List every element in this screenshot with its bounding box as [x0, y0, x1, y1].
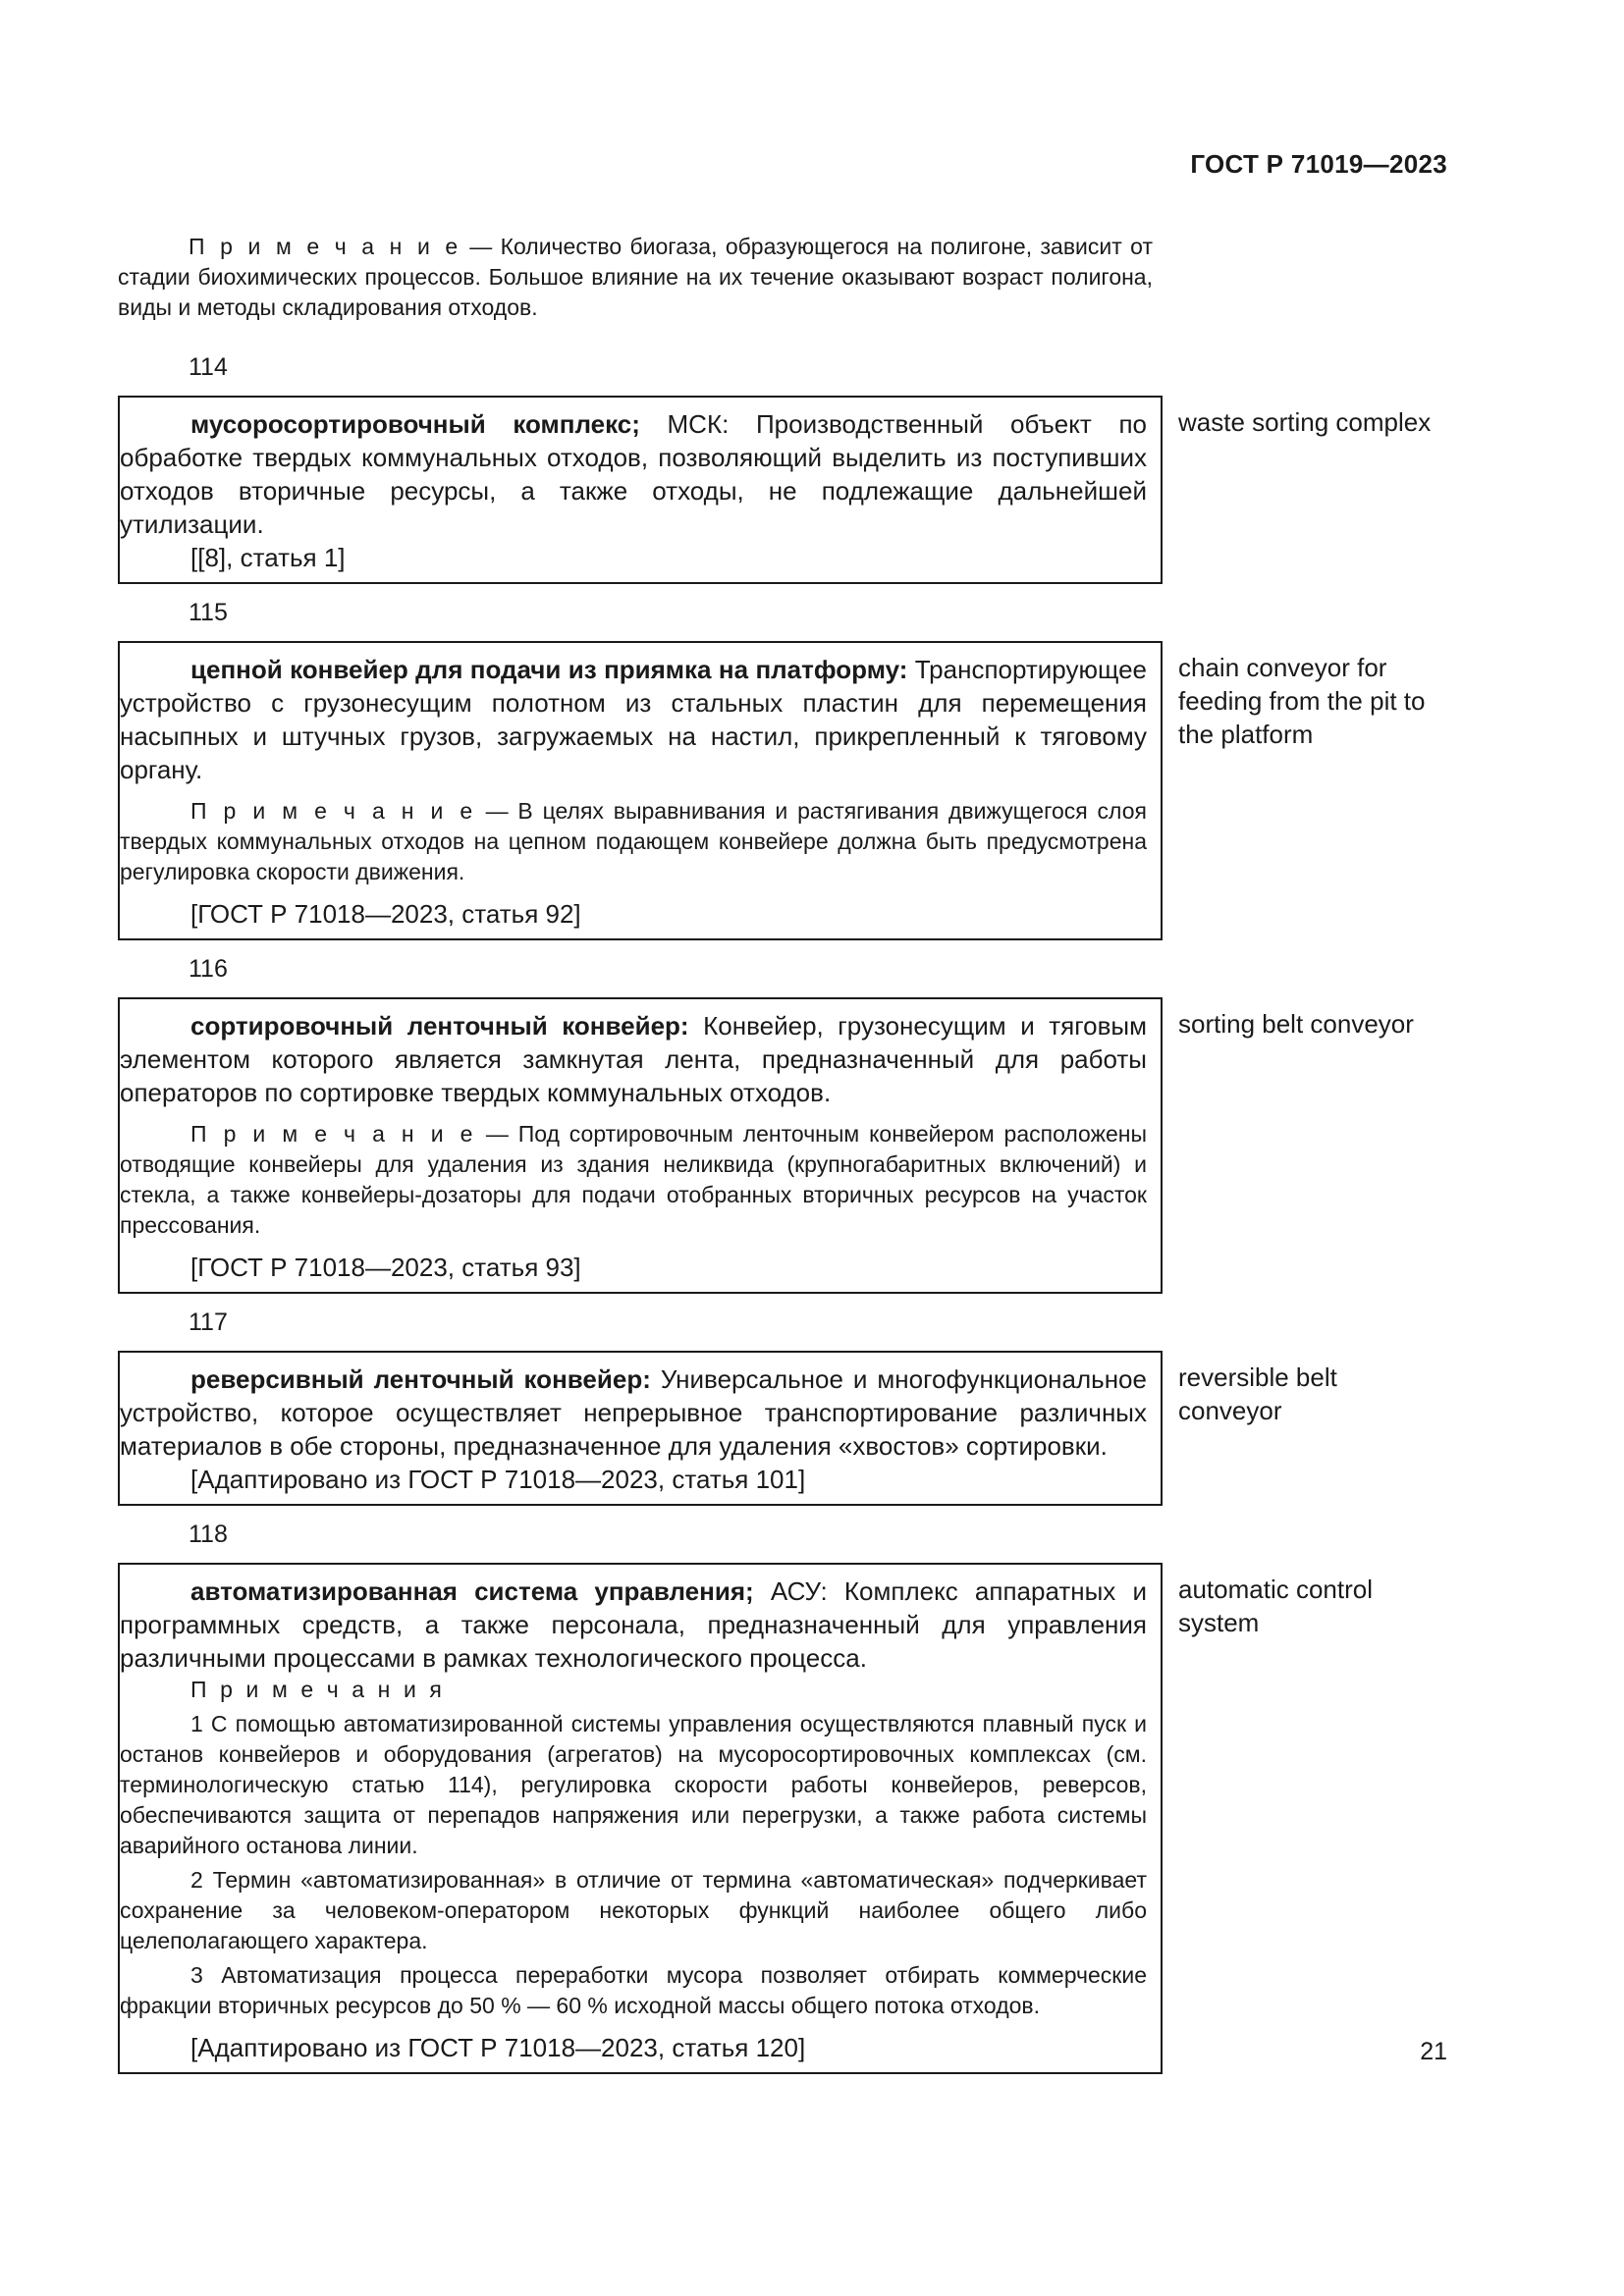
term-number: 115 [189, 599, 228, 626]
note-item: 1 С помощью автоматизированной системы управления осуществляются плавный пуск и останов конвейеров и оборудования (агрегатов) на мусоросортировочных комплексах (см. терминологическую статью 114), регулировка скорости работы конвейеров, реверсов, обеспечиваются защита от перепадов напряжения или перегрузки, а также работа системы аварийного останова линии. [120, 1711, 1147, 1858]
term-definition [120, 1362, 1147, 1463]
page-content [118, 232, 1434, 2088]
term-entry [118, 396, 1434, 584]
note-item: 2 Термин «автоматизированная» в отличие от термина «автоматическая» подчеркивает сохранение за человеком-оператором некоторых функций наиболее общего либо целеполагающего характера. [120, 1867, 1147, 1953]
term-entry [118, 997, 1434, 1294]
english-equivalent: automatic control system [1178, 1575, 1373, 1637]
term-definition [120, 1009, 1147, 1109]
term-name: автоматизированная система управления; [190, 1576, 754, 1606]
term-entry [118, 641, 1434, 940]
term-source: [[8], статья 1] [190, 543, 346, 572]
definition-text: Транспортирующее устройство с грузонесущим полотном из стальных пластин для перемещения насыпных и штучных грузов, загружаемых на настил, прикрепленный к тяговому органу. [120, 655, 1147, 784]
page-number: 21 [1420, 2038, 1447, 2065]
note-paragraph [120, 796, 1147, 887]
term-source: [ГОСТ Р 71018—2023, статья 93] [190, 1253, 581, 1282]
term-name: мусоросортировочный комплекс; [190, 409, 640, 439]
term-note [120, 1119, 1147, 1241]
term-entry [118, 1351, 1434, 1506]
term-source: [Адаптировано из ГОСТ Р 71018—2023, статья 120] [190, 2033, 806, 2062]
term-source: [Адаптировано из ГОСТ Р 71018—2023, статья 101] [190, 1465, 806, 1494]
note-text: — В целях выравнивания и растягивания движущегося слоя твердых коммунальных отходов на цепном подающем конвейере должна быть предусмотрена регулировка скорости движения. [120, 798, 1147, 884]
term-note [120, 796, 1147, 887]
note-label: П р и м е ч а н и е [190, 798, 476, 824]
note-label: П р и м е ч а н и е [189, 234, 461, 259]
term-definition [120, 1575, 1147, 1675]
term-definition-box [118, 997, 1163, 1294]
definition-text: МСК: Производственный объект по обработке твердых коммунальных отходов, позволяющий выделить из поступивших отходов вторичные ресурсы, а также отходы, не подлежащие дальнейшей утилизации. [120, 409, 1147, 539]
term-definition-box [118, 1563, 1163, 2074]
term-definition [120, 653, 1147, 786]
term-source: [ГОСТ Р 71018—2023, статья 92] [190, 899, 581, 929]
note-label: П р и м е ч а н и е [190, 1121, 476, 1147]
english-equivalent: chain conveyor for feeding from the pit to the platform [1178, 653, 1426, 749]
term-definition [120, 407, 1147, 541]
term-number: 117 [189, 1308, 228, 1336]
note-text: — Количество биогаза, образующегося на полигоне, зависит от стадии биохимических процессов. Большое влияние на их течение оказывают возраст полигона, виды и методы складирования отходов. [118, 234, 1153, 320]
notes-list [120, 1709, 1147, 2021]
intro-note [118, 232, 1153, 323]
note-paragraph [120, 1119, 1147, 1241]
term-name: цепной конвейер для подачи из приямка на платформу: [190, 655, 908, 684]
term-name: реверсивный ленточный конвейер: [190, 1364, 651, 1394]
english-equivalent: sorting belt conveyor [1178, 1009, 1414, 1039]
english-equivalent: reversible belt conveyor [1178, 1362, 1337, 1425]
term-number: 114 [189, 353, 228, 381]
term-number: 116 [189, 955, 228, 983]
document-code: ГОСТ Р 71019—2023 [1190, 149, 1447, 179]
english-equivalent: waste sorting complex [1178, 407, 1432, 437]
definition-text: АСУ: Комплекс аппаратных и программных средств, а также персонала, предназначенный для управления различными процессами в рамках технологического процесса. [120, 1576, 1147, 1673]
note-item: 3 Автоматизация процесса переработки мусора позволяет отбирать коммерческие фракции вторичных ресурсов до 50 % — 60 % исходной массы общего потока отходов. [120, 1962, 1147, 2018]
definition-text: Универсальное и многофункциональное устройство, которое осуществляет непрерывное транспортирование различных материалов в обе стороны, предназначенное для удаления «хвостов» сортировки. [120, 1364, 1147, 1461]
term-definition-box [118, 1351, 1163, 1506]
term-definition-box [118, 396, 1163, 584]
term-name: сортировочный ленточный конвейер: [190, 1011, 689, 1041]
term-number: 118 [189, 1521, 228, 1548]
intro-note-paragraph [118, 232, 1153, 323]
notes-heading: П р и м е ч а н и я [190, 1677, 446, 1702]
definition-text: Конвейер, грузонесущим и тяговым элементом которого является замкнутая лента, предназначенный для работы операторов по сортировке твердых коммунальных отходов. [120, 1011, 1147, 1107]
note-text: — Под сортировочным ленточным конвейером расположены отводящие конвейеры для удаления из здания неликвида (крупногабаритных включений) и стекла, а также конвейеры-дозаторы для подачи отобранных вторичных ресурсов на участок прессования. [120, 1121, 1147, 1238]
term-definition-box [118, 641, 1163, 940]
term-entry [118, 1563, 1434, 2074]
